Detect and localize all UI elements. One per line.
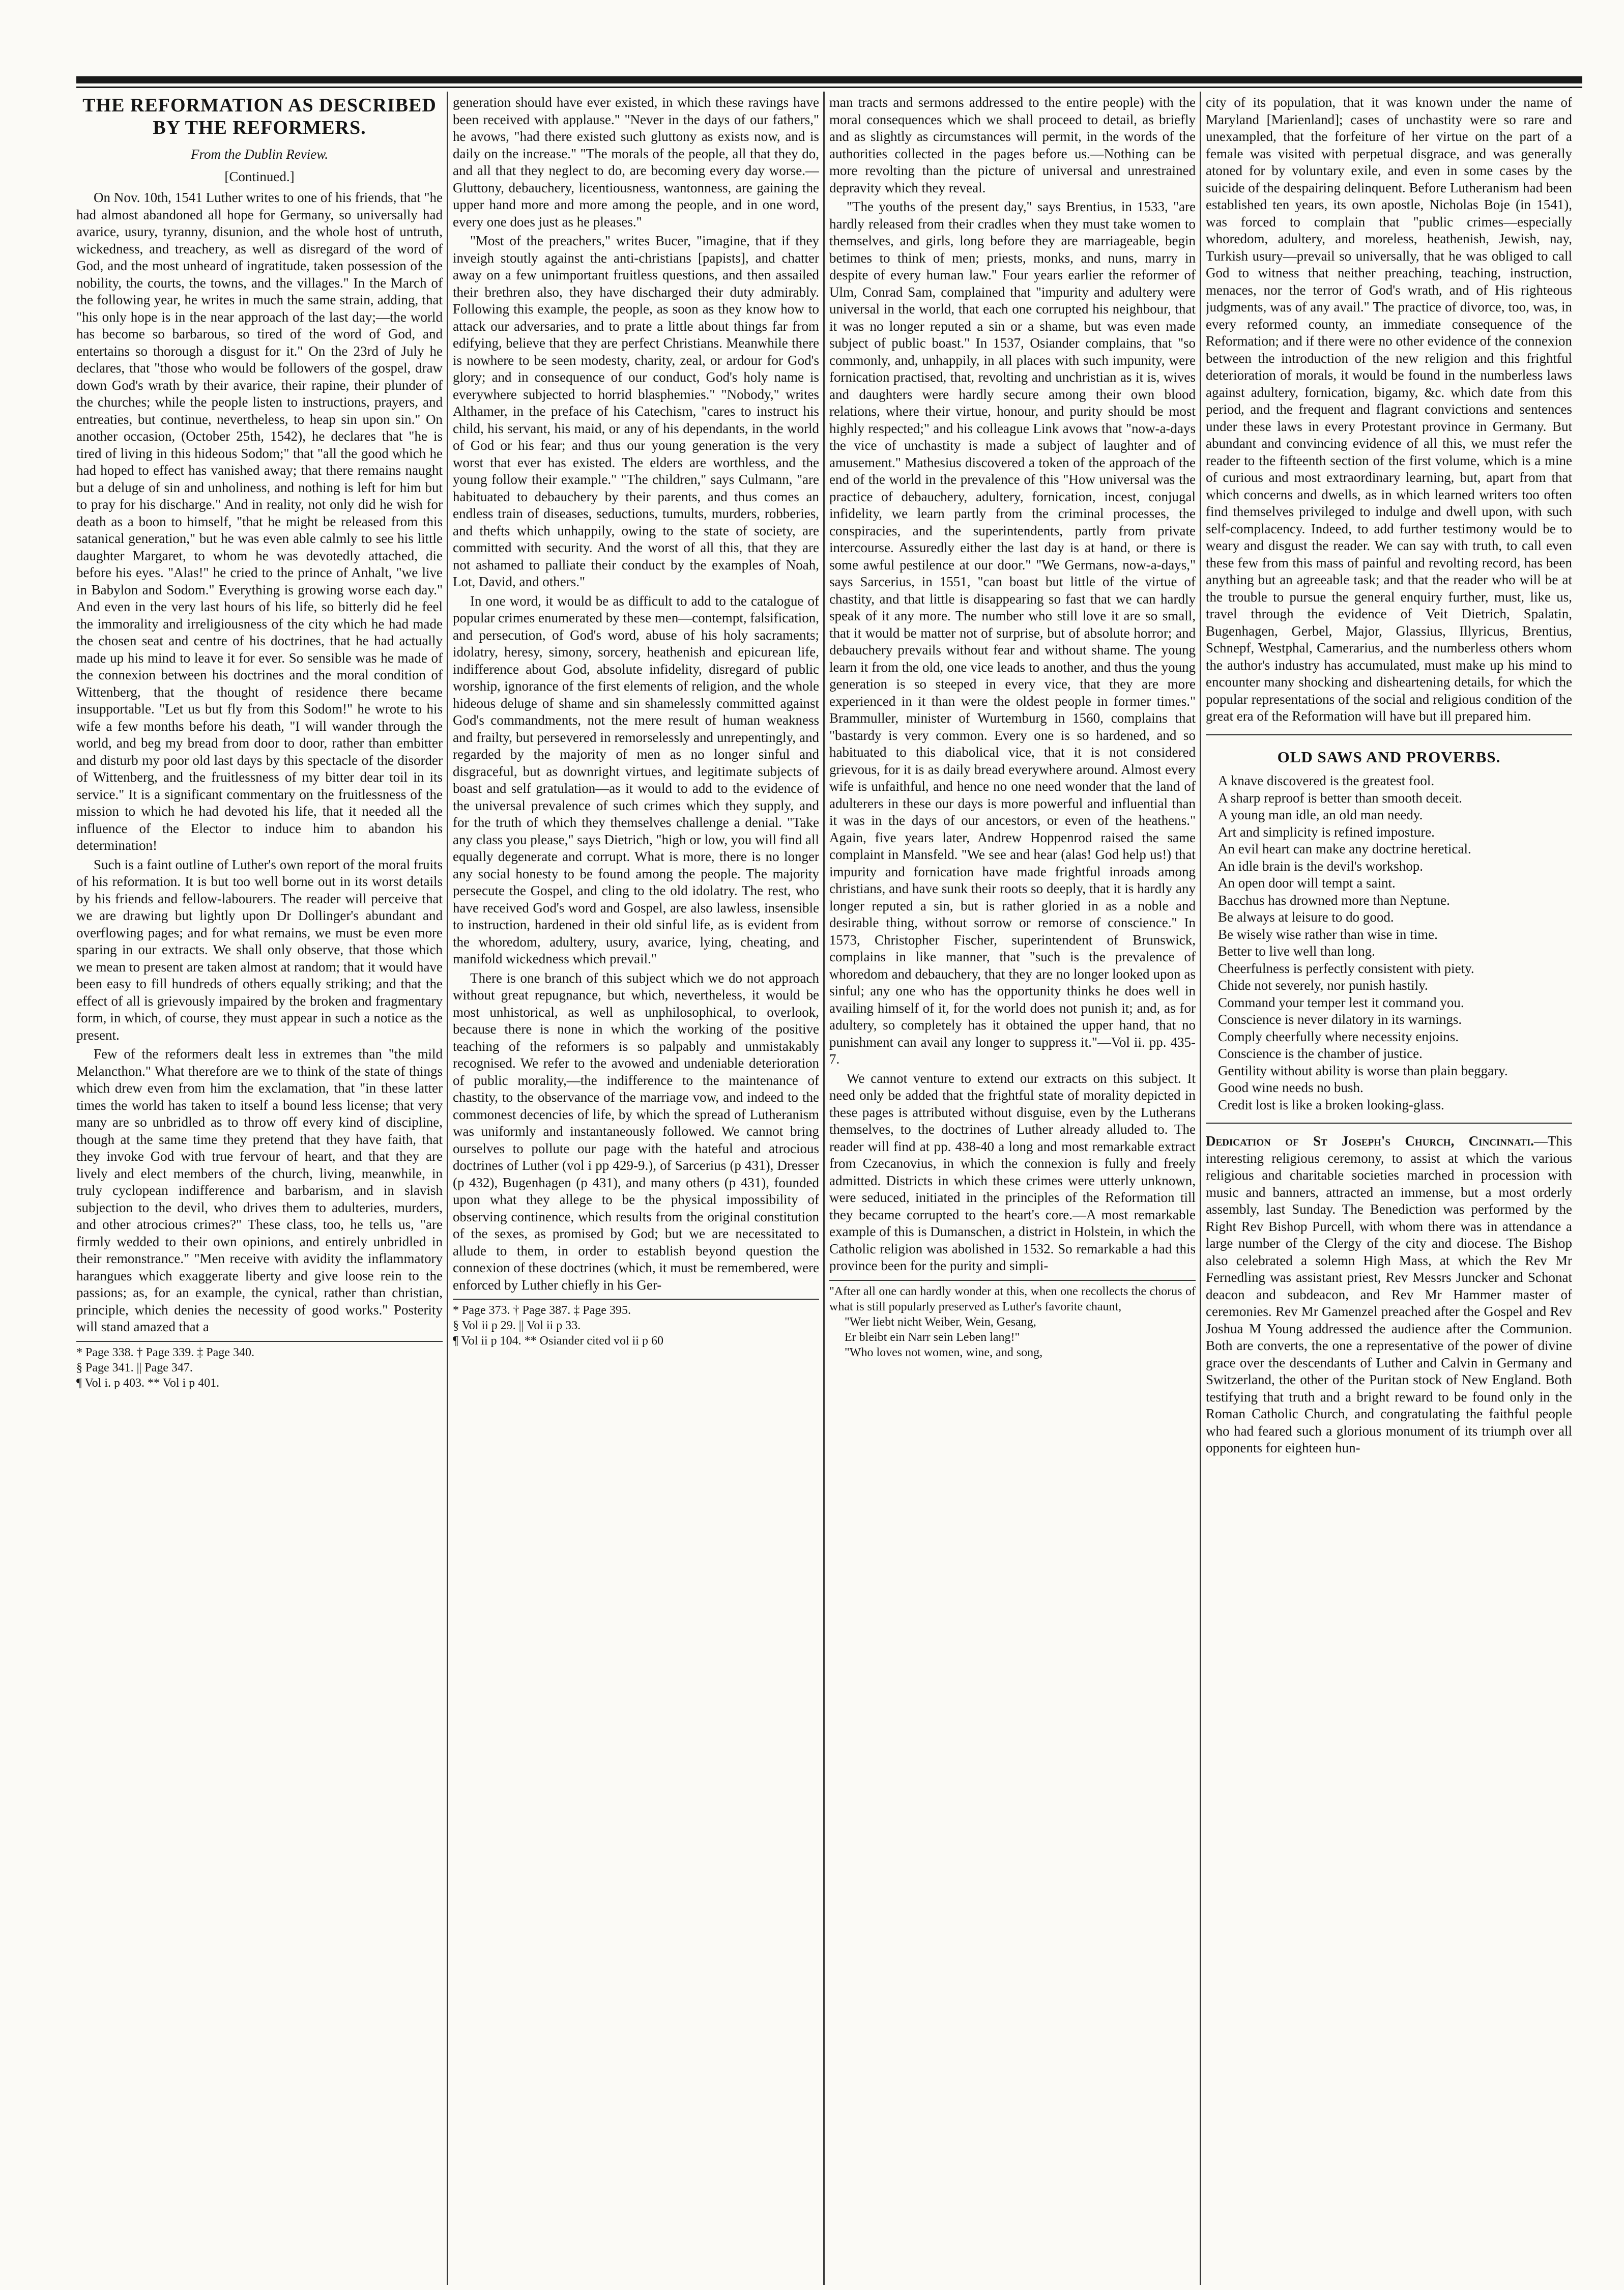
column-divider [447,92,448,2285]
footnote: § Vol ii p 29. || Vol ii p 33. [453,1319,581,1332]
proverb: An open door will tempt a saint. [1218,875,1396,891]
footnote: * Page 338. † Page 339. ‡ Page 340. [76,1346,254,1359]
column-2 [453,94,819,2282]
paragraph: Such is a faint outline of Luther's own report of the moral fruits of his reformation. It is but too well borne out in its worst details by his friends and fellow-labourers. The reader will perceive that we are drawing but lightly upon Dr Dollinger's abundant and overflowing pages; and for what remains, we must be even more sparing in our extracts. We shall only observe, that those which we mean to present are taken almost at random; that it would have been easy to fill hundreds of others equally striking; and that the effect of all is grievously impaired by the broken and fragmentary form, in which, of course, they must appear in such a notice as the present. [76,856,443,1043]
proverb: Bacchus has drowned more than Neptune. [1218,892,1450,908]
paragraph: On Nov. 10th, 1541 Luther writes to one of his friends, that "he had almost abandoned all hope for Germany, so universally had avarice, usury, tyranny, disunion, and the whole host of untruth, wickedness, and treachery, as well as disregard of the word of God, and the most unheard of ingratitude, taken possession of the nobility, the courts, the towns, and the villages." In the March of the following year, he writes in much the same strain, adding, that "his only hope is in the near approach of the last day;—the world has become so barbarous, so tired of the word of God, and entertains so thorough a disgust for it." On the 23rd of July he declares, that "those who would be followers of the gospel, draw down God's wrath by their avarice, their rapine, their plunder of the churches; while the people listen to instructions, prayers, and entreaties, but continue, nevertheless, to heap sin upon sin." On another occasion, (October 25th, 1542), he declares that "he is tired of living in this hideous Sodom;" that "all the good which he had hoped to effect has vanished away; that there remains naught but a deluge of sin and unholiness, and nothing is left for him but to pray for his discharge." And in reality, not only did he wish for death as a boon to himself, "that he might be released from this satanical generation," but he was even able calmly to see his little daughter Margaret, to whom he was devotedly attached, die before his eyes. "Alas!" he cried to the prince of Anhalt, "we live in Babylon and Sodom." Everything is growing worse each day." And even in the very last hours of his life, so bitterly did he feel the immorality and irreligiousness of the city which he had made the chosen seat and centre of his doctrines, that he had actually made up his mind to leave it for ever. So sensible was he made of the connexion between his doctrines and the moral condition of Wittenberg, that the thought of residence there became insupportable. "Let us but fly from this Sodom!" he wrote to his wife a few months before his death, "I will wander through the world, and beg my bread from door to door, rather than embitter and disturb my poor old last days by this spectacle of the disorder of Wittenberg, and the fruitlessness of my bitter dear toil in its service." It is a significant commentary on the fruitlessness of the mission to which he had devoted his life, that it needed all the influence of the Elector to induce him to abandon his determination! [76,190,443,853]
proverb: Conscience is never dilatory in its warnings. [1218,1012,1462,1027]
proverb: An idle brain is the devil's workshop. [1218,858,1424,874]
paragraph: "The youths of the present day," says Brentius, in 1533, "are hardly released from their cradles when they must take women to themselves, and girls, long before they are marriageable, begin betimes to think of men; priests, monks, and nuns, marry in despite of every human law." Four years earlier the reformer of Ulm, Conrad Sam, complained that "impurity and adultery were universal in the world, that each one corrupted his neighbour, that it was no longer reputed a sin or a shame, but was even made subject of public boast." In 1537, Osiander complains, that "so commonly, and, unhappily, in all places with such impunity, were fornication practised, that, revolting and unchristian as it is, wives and daughters were hardly secure among their own blood relations, where their virtue, honour, and purity should be most highly respected;" and his colleague Link avows that "now-a-days the vice of unchastity is made a subject of laughter and of amusement." Mathesius discovered a token of the approach of the end of the world in the prevalence of this "How universal was the practice of debauchery, adultery, fornication, incest, conjugal infidelity, we learn partly from the criminal processes, the conspiracies, and the superintendents, partly from private intercourse. Assuredly either the last day is at hand, or there is some awful pestilence at our door." "We Germans, now-a-days," says Sarcerius, in 1551, "can boast but little of the virtue of chastity, and that little is disappearing so fast that we can hardly speak of it any more. The number who still love it are so small, that it would be matter not of surprise, but of absolute horror; and debauchery prevails without fear and without shame. The young learn it from the old, one vice leads to another, and thus the young generation is so steeped in every vice, that they are more experienced in it than were the oldest people in former times." Brammuller, minister of Wurtemburg in 1560, complains that "bastardy is very common. Every one is so hardened, and so habituated to this diabolical vice, that it is not considered grievous, for it is as daily bread everywhere around. Almost every wife is unfaithful, and hence no one need wonder that the land of adulterers in these our days is more powerful and influential than it was in the days of our ancestors, or even of the heathens." Again, five years later, Andrew Hoppenrod raised the same complaint in Mansfeld. "We see and hear (alas! God help us!) that impurity and fornication have made frightful inroads among christians, and have sunk their roots so deeply, that it is hardly any longer reputed a sin, but is rather gloried in as a noble and desirable thing, without sorrow or remorse of conscience." In 1573, Christopher Fischer, superintendent of Brunswick, complains in like manner, that "such is the prevalence of whoredom and debauchery, that they are no longer looked upon as sinful; any one who has the opportunity thinks he does well in availing himself of it, for the world does not punish it; and, as for adultery, so completely has it obtained the upper hand, that no punishment can avail any longer to suppress it."—Vol ii. pp. 435-7. [829,199,1196,1067]
proverb: Art and simplicity is refined imposture. [1218,824,1435,840]
proverb: An evil heart can make any doctrine heretical. [1218,841,1471,856]
top-rule-thin [76,87,1582,88]
proverb: Good wine needs no bush. [1218,1080,1364,1095]
paragraph: Few of the reformers dealt less in extremes than "the mild Melancthon." What therefore are we to think of the state of things which drew even from him the exclamation, that "in these latter times the world has taken to itself a bound less license; that very many are so unbridled as to throw off every kind of discipline, though at the same time they pretend that they have faith, that they invoke God with true fervour of heart, and that they are lively and elect members of the church, living, meanwhile, in truly cyclopean indifference and barbarism, and in slavish subjection to the devil, who drives them to adulteries, murders, and other atrocious crimes?" These class, too, he tells us, "are firmly wedded to their own opinions, and entirely unbridled in their remonstrance." "Men receive with avidity the inflammatory harangues which exaggerate liberty and give loose rein to the passions; as, for an example, the cynical, rather than christian, principle, which denies the necessity of good works." Posterity will stand amazed that a [76,1046,443,1334]
proverb: Comply cheerfully where necessity enjoins. [1218,1028,1459,1044]
article-title: THE REFORMATION AS DESCRIBED BY THE REFORMERS. [82,95,437,138]
footnote: ¶ Vol ii p 104. ** Osiander cited vol ii p 60 [453,1334,663,1348]
continued-note: [Continued.] [224,168,295,184]
proverbs-title: OLD SAWS AND PROVERBS. [1277,748,1501,766]
top-rule [76,76,1582,83]
footnotes [829,1280,1196,1360]
paragraph: There is one branch of this subject which we do not approach without great repugnance, but which, nevertheless, it would be most unhistorical, as well as unphilosophical, to overlook, because there is none in which the working of the positive teaching of the reformers is so palpably and unmistakably recognised. We refer to the avowed and undeniable deterioration of public morality,—the indifference to the maintenance of chastity, to the observance of the marriage vow, and indeed to the commonest decencies of life, by which the spread of Lutheranism was uniformly and instantaneously followed. We cannot bring ourselves to pollute our page with the hateful and atrocious doctrines of Luther (vol i pp 429-9.), of Sarcerius (p 431), Dresser (p 432), Bugenhagen (p 431), and many others (p 431), founded upon what they allege to be the physical impossibility of observing continence, which results from the original constitution of the sexes, as promised by God; but we are necessitated to allude to them, in order to establish beyond question the connexion of these doctrines (which, it must be remembered, were enforced by Luther chiefly in his Ger- [453,970,819,1293]
dedication-paragraph [1206,1133,1572,1457]
proverb: Be wisely wise rather than wise in time. [1218,926,1438,942]
section-rule [1206,734,1572,735]
footnote: * Page 373. † Page 387. ‡ Page 395. [453,1304,631,1317]
paragraph: man tracts and sermons addressed to the entire people) with the moral consequences which we shall proceed to detail, as briefly and as slightly as circumstances will permit, in the words of the authorities collected in the pages before us.—Nothing can be more revolting than the picture of universal and unrestrained depravity which they reveal. [829,95,1196,195]
paragraph: "Most of the preachers," writes Bucer, "imagine, that if they inveigh stoutly against the anti-christians [papists], and chatter away on a few unimportant fruitless questions, and then assailed their brethren also, they have discharged their duty admirably. Following this example, the people, as soon as they know how to attack our adversaries, and to prate a little about things far from edifying, believe that they are perfect Christians. Meanwhile there is nowhere to be seen modesty, charity, zeal, or ardour for God's glory; and in consequence of our conduct, God's holy name is everywhere subjected to horrid blasphemies." "Nobody," writes Althamer, in the preface of his Catechism, "cares to instruct his child, his servant, his maid, or any of his dependants, in the world of God or his fear; and thus our young generation is the very worst that ever has existed. The elders are worthless, and the young follow their example." "The children," says Culmann, "are habituated to debauchery by their parents, and thus comes an endless train of diseases, seductions, tumults, murders, robberies, and thefts which unhappily, owing to the state of society, are committed with security. And the worst of all this, that they are not ashamed to palliate their conduct by the examples of Noah, Lot, David, and others." [453,233,819,589]
footnotes [453,1299,819,1349]
article-source: From the Dublin Review. [191,147,328,162]
proverb: A sharp reproof is better than smooth deceit. [1218,790,1462,806]
proverb: A knave discovered is the greatest fool. [1218,773,1435,788]
dedication-text: —This interesting religious ceremony, to assist at which the various religious and charitable societies marched in procession with music and banners, attracted an immense, but a most orderly assembly, last Sunday. The Benediction was performed by the Right Rev Bishop Purcell, with whom there was in attendance a large number of the Clergy of the city and diocese. The Bishop also celebrated a solemn High Mass, at which the Rev Mr Fernedling was assistant priest, Rev Messrs Juncker and Schonat deacon and subdeacon, and Rev Mr Hammer master of ceremonies. Rev Mr Gamenzel preached after the Gospel and Rev Joshua M Young addressed the audience after the Communion. Both are converts, the one a representative of the power of divine grace over the descendants of Luther and Calvin in Germany and Switzerland, the other of the Puritan stock of New England. Both testifying that truth and a bright reward to be found only in the Roman Catholic Church, and congratulating the faithful people who had feared such a glorious monument of its triumph over all opponents for eighteen hun- [1206,1133,1572,1455]
paragraph: In one word, it would be as difficult to add to the catalogue of popular crimes enumerated by these men—contempt, falsification, and persecution, of God's word, abuse of his holy sacraments; idolatry, heresy, simony, sorcery, heathenish and epicurean life, indifference about God, absolute infidelity, disregard of public worship, ignorance of the first elements of religion, and the whole hideous deluge of shame and sin shamelessly committed against God's commandments, not the mere result of human weakness and frailty, but persevered in remorselessly and unrepentingly, and regarded by the majority of men as no longer sinful and disgraceful, but as downright virtues, and legitimate subjects of boast and self gratulation—as it would to add to the evidence of the universal prevalence of such crimes which they supply, and for the truth of which they themselves challenge a denial. "Take any class you please," says Dietrich, "high or low, you will find all equally degenerate and corrupt. What is more, there is no longer any social honesty to be found among the people. The majority persecute the Gospel, and cling to the old idolatry. The rest, who have received God's word and Gospel, are also lawless, insensible to instruction, hardened in their old sinful life, as is evident from the whoredom, adultery, usury, avarice, lying, cheating, and manifold wickedness which prevail." [453,593,819,966]
proverb: Conscience is the chamber of justice. [1218,1046,1423,1061]
proverb: Command your temper lest it command you. [1218,994,1464,1010]
section-rule [1206,1123,1572,1124]
footnote: § Page 341. || Page 347. [76,1361,193,1375]
proverb: Gentility without ability is worse than plain beggary. [1218,1063,1508,1078]
proverb: Be always at leisure to do good. [1218,909,1394,925]
column-4 [1206,94,1572,2282]
proverb: Credit lost is like a broken looking-glass. [1218,1097,1444,1112]
proverb: Cheerfulness is perfectly consistent with piety. [1218,960,1474,976]
column-divider [823,92,825,2285]
paragraph: city of its population, that it was known under the name of Maryland [Marienland]; cases of unchastity were so rare and unexampled, that the forfeiture of her virtue on the part of a female was visited with perpetual disgrace, and was generally atoned for by voluntary exile, and even in some cases by the suicide of the despairing delinquent. Before Lutheranism had been established ten years, its own apostle, Nicholas Boje (in 1541), was forced to complain that "public crimes—especially whoredom, adultery, and moreless, heathenish, Jewish, nay, Turkish usury—prevail so universally, that he was obliged to call God to witness that neither preaching, teaching, instruction, menaces, nor the terror of God's wrath, and of His righteous judgments, was of any avail." The practice of divorce, too, was, in every reformed county, an immediate consequence of the Reformation; and if there were no other evidence of the connexion between the introduction of the new religion and this frightful deterioration of morals, it would be found in the numberless laws against adultery, fornication, bigamy, &c. which date from this period, and the frequent and flagrant convictions and sentences under these laws in every Protestant province in Germany. But abundant and convincing evidence of all this, we must refer the reader to the fifteenth section of the first volume, which is a mine of curious and most extraordinary learning, but, apart from that which concerns and dwells, as in which learned writers too often find themselves privileged to indulge and dwell upon, with such self-complacency. Indeed, to add further testimony would be to weary and disgust the reader. We can say with truth, to call even these few from this mass of painful and revolting record, has been anything but an agreeable task; and that the reader who will be at the trouble to pursue the general enquiry further, must, like us, travel through the evidence of Veit Dietrich, Spalatin, Bugenhagen, Gerbel, Major, Glassius, Illyricus, Brentius, Schnepf, Westphal, Camerarius, and the numberless others whom the author's industry has accumulated, must make up his mind to encounter many shocking and disheartening details, for which the popular representations of the social and religious condition of the great era of the Reformation will have but ill prepared him. [1206,95,1572,724]
column-1 [76,94,443,2282]
footnotes [76,1341,443,1391]
footnote: "After all one can hardly wonder at this, when one recollects the chorus of what is still popularly preserved as Luther's favorite chaunt, [829,1284,1196,1313]
dedication-heading: Dedication of St Joseph's Church, Cincinnati. [1206,1133,1534,1149]
paragraph: We cannot venture to extend our extracts on this subject. It need only be added that the frightful state of morality depicted in these pages is attributed without disguise, even by the Lutherans themselves, to the doctrines of Luther already alluded to. The reader will find at pp. 438-40 a long and most remarkable extract from Czecanovius, in which the connexion is fully and freely admitted. Districts in which these crimes were utterly unknown, were seduced, initiated in the principles of the Reformation till they became corrupted to the heart's core.—A most remarkable example of this is Dumanschen, a district in Holstein, in which the Catholic religion was abolished in 1532. So remarkable a had this province been for the purity and simpli- [829,1070,1196,1273]
proverb: Better to live well than long. [1218,943,1375,959]
proverb: A young man idle, an old man needy. [1218,807,1423,822]
proverb: Chide not severely, nor punish hastily. [1218,978,1428,993]
column-3 [829,94,1196,2282]
paragraph: generation should have ever existed, in which these ravings have been received with applause." "Never in the days of our fathers," he avows, "had there existed such gluttony as exists now, and is daily on the increase." "The morals of the people, all that they do, and all that they neglect to do, are becoming every day worse.—Gluttony, debauchery, licentiousness, wantonness, are gaining the upper hand more and more among the people, and in one word, every one does just as he pleases." [453,95,819,230]
proverbs-list [1206,772,1572,1113]
column-divider [1200,92,1201,2285]
footnote: ¶ Vol i. p 403. ** Vol i p 401. [76,1376,220,1390]
verse: "Wer liebt nicht Weiber, Wein, Gesang, Er bleibt ein Narr sein Leben lang!" "Who loves not women, wine, and song, [845,1315,1043,1359]
